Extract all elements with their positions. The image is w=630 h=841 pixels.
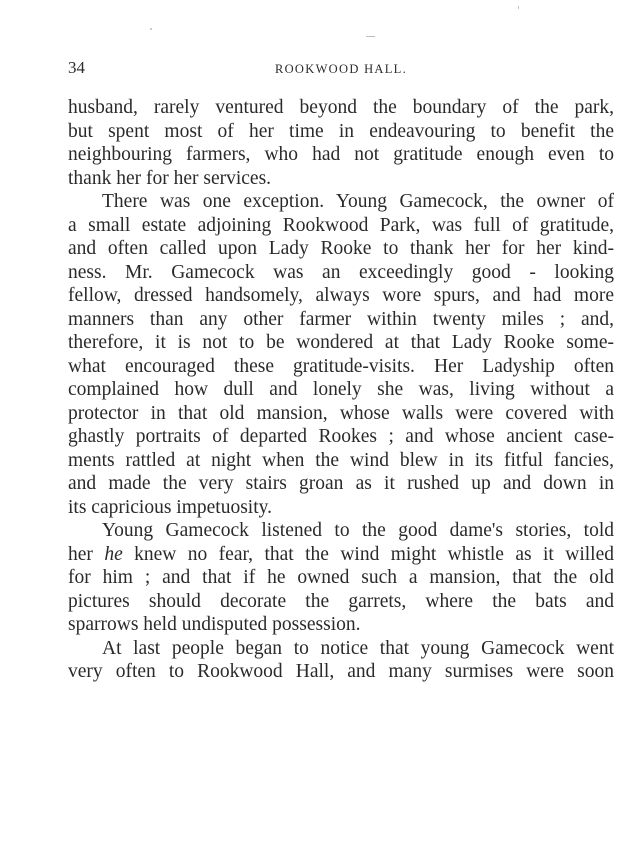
italic-word: he: [104, 543, 123, 565]
text-line: what encouraged these gratitude-visits. Her Ladyship often: [68, 355, 614, 377]
text-line: neighbouring farmers, who had not gratitude enough even to: [68, 144, 614, 165]
text-line: protector in that old mansion, whose walls were covered with: [68, 402, 614, 424]
text-line: complained how dull and lonely she was, living without a: [68, 379, 614, 400]
paragraph: [68, 190, 614, 519]
text-line: ness. Mr. Gamecock was an exceedingly good - looking: [68, 261, 614, 283]
text-line: manners than any other farmer within twenty miles ; and,: [68, 308, 614, 330]
body-text: [68, 96, 614, 684]
paper-speck: [518, 6, 519, 9]
paragraph: [68, 96, 614, 190]
text-fragment: her: [68, 543, 93, 565]
text-line: a small estate adjoining Rookwood Park, was full of gratitude,: [68, 214, 614, 236]
paragraph: [68, 519, 614, 637]
running-head: ROOKWOOD HALL.: [274, 62, 408, 76]
text-line: ments rattled at night when the wind blew in its fitful fancies,: [68, 449, 614, 471]
text-line: There was one exception. Young Gamecock, the owner of: [102, 191, 614, 212]
text-line: therefore, it is not to be wondered at that Lady Rooke some-: [68, 332, 614, 353]
text-line: its capricious impetuosity.: [68, 496, 272, 518]
text-line-with-italic: [68, 543, 614, 567]
text-line: husband, rarely ventured beyond the boundary of the park,: [68, 97, 614, 118]
text-line: At last people began to notice that young Gamecock went: [102, 637, 614, 659]
text-line: pictures should decorate the garrets, where the bats and: [68, 590, 614, 612]
paper-speck: [150, 28, 152, 30]
text-fragment: knew no fear, that the wind might whistle as it willed: [134, 543, 614, 565]
text-line: very often to Rookwood Hall, and many surmises were soon: [68, 661, 614, 682]
text-line: Young Gamecock listened to the good dame's stories, told: [102, 520, 614, 541]
text-line: sparrows held undisputed possession.: [68, 614, 361, 635]
paragraph: [68, 637, 614, 684]
page-header: [68, 58, 614, 82]
text-line: for him ; and that if he owned such a mansion, that the old: [68, 567, 614, 588]
text-line: thank her for her services.: [68, 167, 272, 189]
page-number: 34: [68, 58, 85, 77]
text-line: fellow, dressed handsomely, always wore spurs, and had more: [68, 285, 614, 306]
text-line: but spent most of her time in endeavouring to benefit the: [68, 120, 614, 142]
text-line: and often called upon Lady Rooke to thank her for her kind-: [68, 238, 614, 259]
text-line: ghastly portraits of departed Rookes ; and whose ancient case-: [68, 426, 614, 447]
text-line: and made the very stairs groan as it rushed up and down in: [68, 473, 614, 494]
paper-speck: [366, 36, 375, 37]
